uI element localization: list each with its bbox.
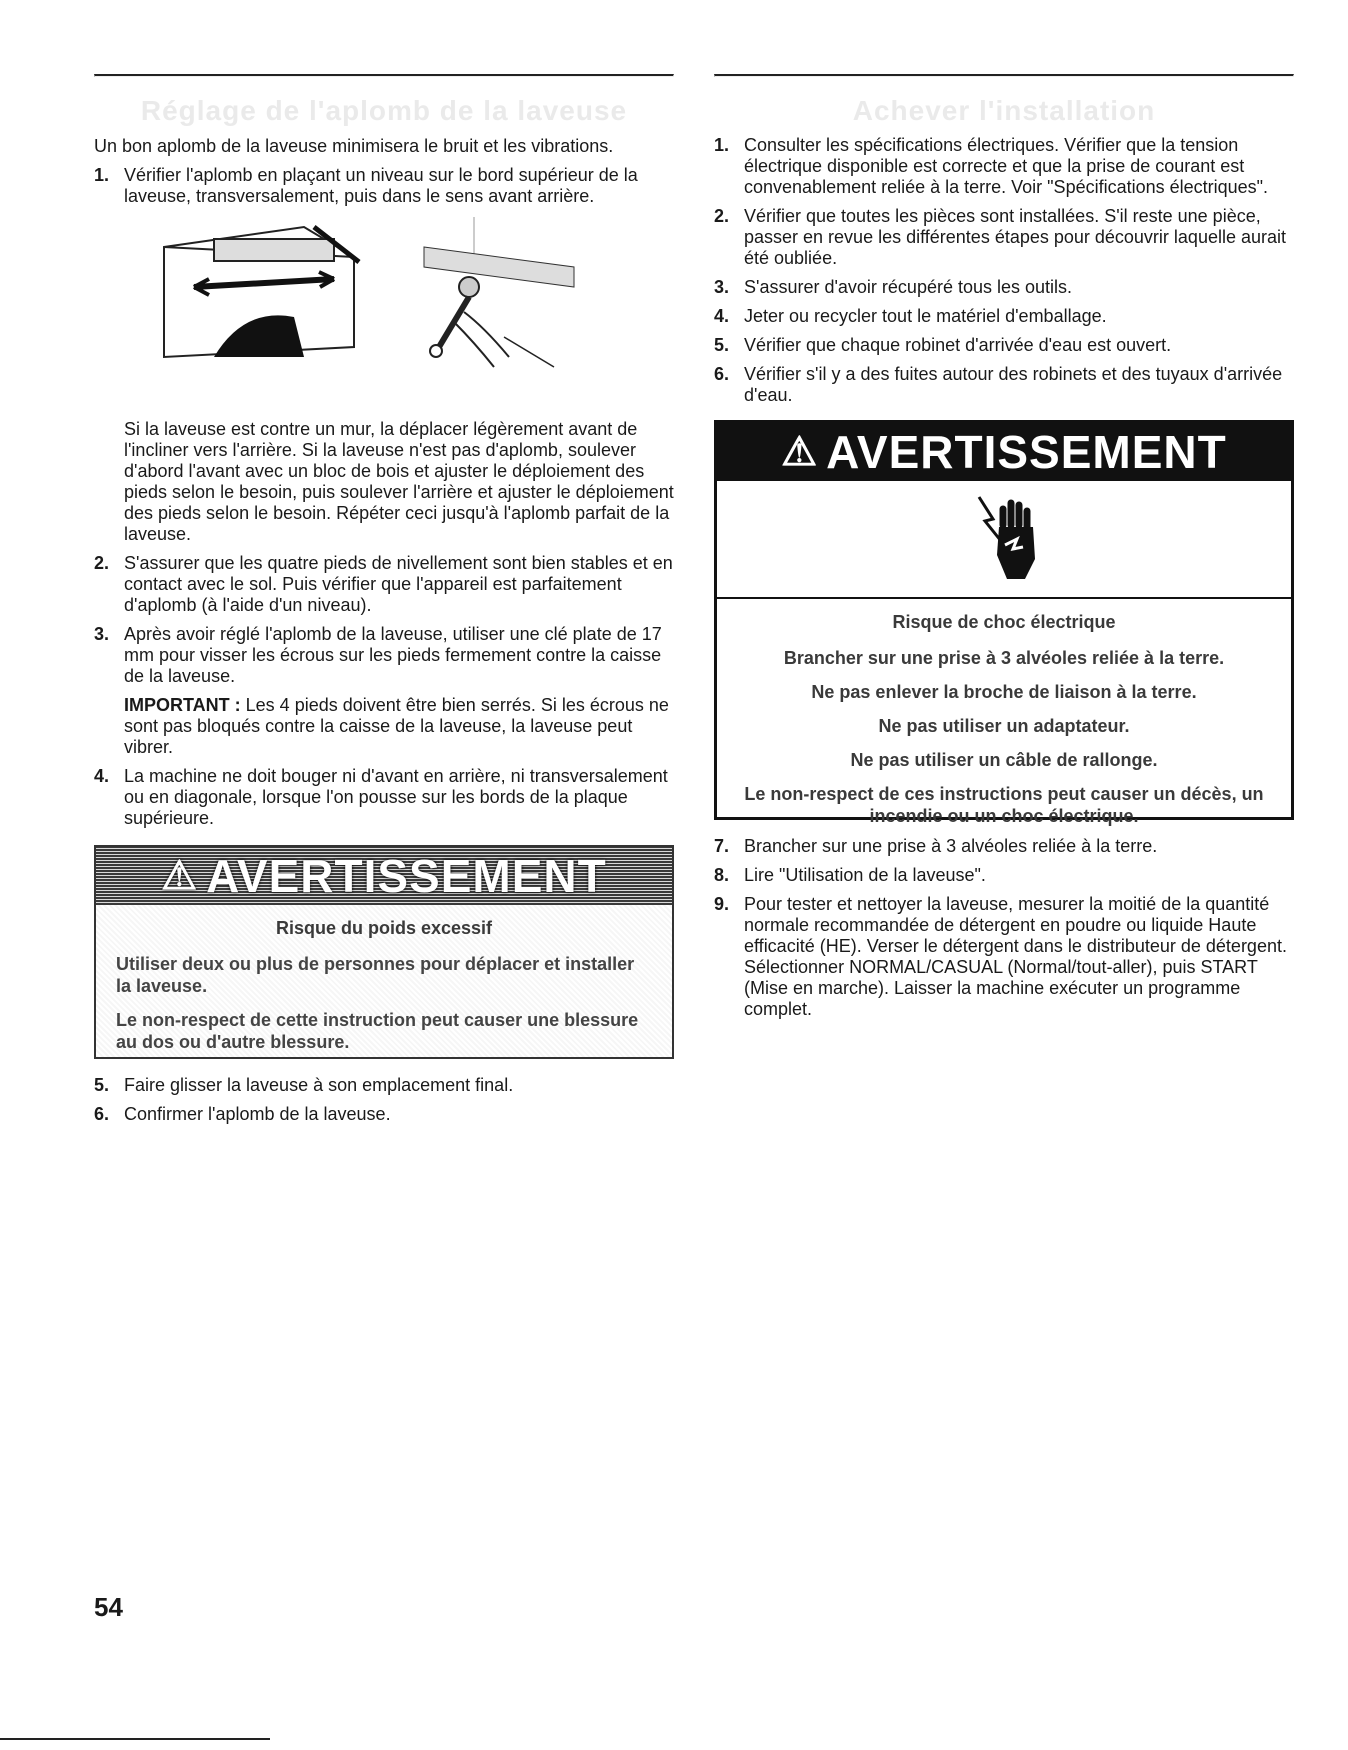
step-number: 4.: [714, 306, 730, 326]
warning-triangle-icon: ⚠: [781, 430, 819, 474]
electric-shock-hand-icon: [977, 495, 1047, 585]
shock-icon-box: [717, 481, 1291, 599]
step-number: 3.: [714, 277, 730, 297]
important-text: Les 4 pieds doivent être bien serrés. Si les écrous ne sont pas bloqués contre la caisse de la laveuse, la laveuse peut vibrer.: [124, 695, 669, 757]
list-item: [94, 1075, 674, 1096]
step-number: 6.: [94, 1104, 110, 1124]
electric-warning-box: [714, 420, 1294, 826]
step-text: Confirmer l'aplomb de la laveuse.: [124, 1104, 391, 1124]
step-number: 3.: [94, 624, 110, 644]
leveling-illustrations: [124, 217, 674, 407]
warning-banner-text: AVERTISSEMENT: [826, 426, 1227, 478]
step-text: S'assurer que les quatre pieds de nivellement sont bien stables et en contact avec le sol. Puis vérifier que l'appareil est parfaitement d'aplomb (à l'aide d'un niveau).: [124, 553, 673, 615]
important-label: IMPORTANT :: [124, 695, 241, 715]
install-steps-continued: [714, 836, 1294, 1020]
footer-rule: [0, 1738, 270, 1740]
step-text: Brancher sur une prise à 3 alvéoles reliée à la terre.: [744, 836, 1158, 856]
step-text: Pour tester et nettoyer la laveuse, mesurer la moitié de la quantité normale recommandée de détergent en poudre ou liquide Haute efficacité (HE). Verser le détergent dans le distributeur de détergent. Sélectionner NORMAL/CASUAL (Normal/tout-aller), puis START (Mise en marche). Laisser la machine exécuter un programme complet.: [744, 894, 1287, 1019]
step-number: 5.: [714, 335, 730, 355]
list-item: [714, 894, 1294, 1020]
washer-level-illustration: [154, 217, 364, 387]
list-item: [714, 206, 1294, 269]
step-number: 6.: [714, 364, 730, 384]
list-item: [714, 335, 1294, 356]
list-item: [94, 165, 674, 207]
step-number: 7.: [714, 836, 730, 856]
list-item: [714, 306, 1294, 327]
step-number: 1.: [714, 135, 730, 155]
warning-banner: [96, 847, 672, 905]
wrench-foot-illustration: [414, 217, 584, 387]
step-text: La machine ne doit bouger ni d'avant en arrière, ni transversalement ou en diagonale, lorsque l'on pousse sur les bords de la plaque supérieure.: [124, 766, 668, 828]
step-number: 2.: [714, 206, 730, 226]
list-item: [714, 277, 1294, 298]
step-number: 1.: [94, 165, 110, 185]
warning-body: [717, 599, 1291, 827]
warning-title: Risque du poids excessif: [275, 918, 493, 938]
warning-line: Utiliser deux ou plus de personnes pour déplacer et installer la laveuse.: [116, 954, 635, 996]
step-text: S'assurer d'avoir récupéré tous les outils.: [744, 277, 1073, 297]
install-steps: [714, 135, 1294, 406]
warning-banner: [717, 423, 1291, 481]
leveling-steps-final: [94, 1075, 674, 1125]
step-text: Lire "Utilisation de la laveuse".: [744, 865, 986, 885]
leveling-steps-continued: [94, 553, 674, 829]
step-number: 2.: [94, 553, 110, 573]
step-number: 8.: [714, 865, 730, 885]
step-text: Vérifier que toutes les pièces sont installées. S'il reste une pièce, passer en revue les différentes étapes pour découvrir laquelle aurait été oubliée.: [744, 206, 1286, 268]
step-text: Vérifier l'aplomb en plaçant un niveau sur le bord supérieur de la laveuse, transversalement, puis dans le sens avant arrière.: [124, 165, 638, 206]
intro-text: Un bon aplomb de la laveuse minimisera le bruit et les vibrations.: [94, 136, 614, 156]
list-item: [94, 553, 674, 616]
right-column: [714, 74, 1294, 1028]
step-text: Consulter les spécifications électriques. Vérifier que la tension électrique disponible est correcte et que la prise de courant est convenablement reliée à la terre. Voir "Spécifications électriques".: [744, 135, 1269, 197]
step-number: 4.: [94, 766, 110, 786]
important-note: [124, 695, 674, 758]
step-number: 9.: [714, 894, 730, 914]
warning-line: Brancher sur une prise à 3 alvéoles reliée à la terre.: [783, 648, 1225, 668]
step-number: 5.: [94, 1075, 110, 1095]
page-number: 54: [94, 1592, 123, 1622]
section-title-install: Achever l'installation: [852, 95, 1156, 126]
step-text: Vérifier s'il y a des fuites autour des robinets et des tuyaux d'arrivée d'eau.: [744, 364, 1283, 405]
list-item: [94, 766, 674, 829]
weight-warning-box: [94, 845, 674, 1059]
section-rule: [714, 74, 1294, 77]
list-item: [714, 135, 1294, 198]
warning-title: Risque de choc électrique: [892, 612, 1116, 632]
step1-note: Si la laveuse est contre un mur, la déplacer légèrement avant de l'incliner vers l'arrière. Si la laveuse n'est pas d'aplomb, soulever d'abord l'avant avec un bloc de bois et ajuster le déploiement des pieds selon le besoin, puis soulever l'arrière et ajuster le déploiement des pieds selon le besoin. Répéter ceci jusqu'à l'aplomb parfait de la laveuse.: [124, 419, 674, 544]
warning-line: Ne pas enlever la broche de liaison à la terre.: [811, 682, 1197, 702]
warning-body: [96, 905, 672, 1053]
step-text: Vérifier que chaque robinet d'arrivée d'eau est ouvert.: [744, 335, 1172, 355]
warning-banner-text: AVERTISSEMENT: [206, 850, 607, 902]
warning-triangle-icon: ⚠: [161, 854, 199, 898]
list-item: [714, 364, 1294, 406]
warning-line: Ne pas utiliser un adaptateur.: [878, 716, 1130, 736]
step-text: Jeter ou recycler tout le matériel d'emballage.: [744, 306, 1107, 326]
step-text: Faire glisser la laveuse à son emplacement final.: [124, 1075, 514, 1095]
step-text: Après avoir réglé l'aplomb de la laveuse, utiliser une clé plate de 17 mm pour visser les écrous sur les pieds fermement contre la caisse de la laveuse.: [124, 624, 662, 686]
warning-line: Le non-respect de ces instructions peut causer un décès, un incendie ou un choc électrique.: [744, 784, 1264, 826]
section-title-leveling: Réglage de l'aplomb de la laveuse: [140, 95, 628, 126]
list-item: [714, 836, 1294, 857]
list-item: [714, 865, 1294, 886]
list-item: [94, 1104, 674, 1125]
section-rule: [94, 74, 674, 77]
left-column: [94, 74, 674, 1133]
warning-line: Le non-respect de cette instruction peut causer une blessure au dos ou d'autre blessure.: [116, 1010, 639, 1052]
list-item: [94, 624, 674, 758]
leveling-steps: [94, 165, 674, 207]
warning-line: Ne pas utiliser un câble de rallonge.: [850, 750, 1158, 770]
